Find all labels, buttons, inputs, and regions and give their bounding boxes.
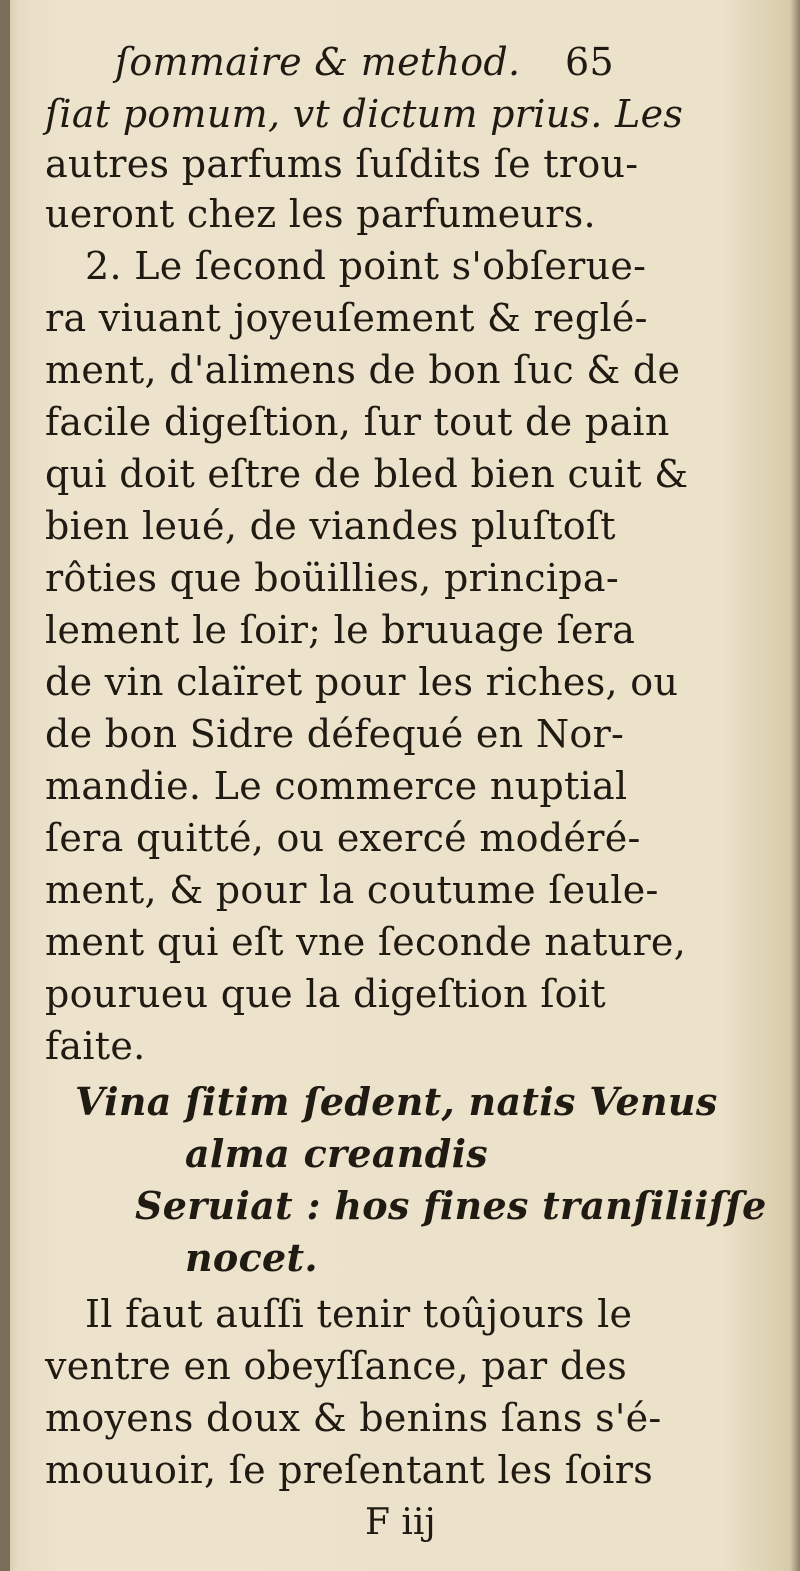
- text-line: ueront chez les parfumeurs.: [45, 192, 596, 236]
- text-line: autres parfums ſuſdits ſe trou-: [45, 142, 639, 186]
- text-line: pourueu que la digeſtion ſoit: [45, 972, 606, 1016]
- text-line: ment, & pour la coutume ſeule-: [45, 868, 659, 912]
- text-line: 2. Le ſecond point s'obſerue-: [85, 244, 647, 288]
- text-line: faite.: [45, 1024, 146, 1068]
- running-head: [115, 40, 520, 84]
- text-line: de bon Sidre défequé en Nor-: [45, 712, 625, 756]
- text-line: moyens doux & benins ſans s'é-: [45, 1396, 662, 1440]
- text-line: ment qui eſt vne ſeconde nature,: [45, 920, 687, 964]
- verse-line: alma creandis: [185, 1131, 489, 1176]
- signature-mark: F iij: [365, 1502, 436, 1543]
- text-line: Il faut auſſi tenir toûjours le: [85, 1292, 633, 1336]
- text-line: mandie. Le commerce nuptial: [45, 764, 628, 808]
- text-line: rôties que boüillies, principa-: [45, 556, 620, 600]
- verse-line: Seruiat : hos fines tranſiliiſſe: [135, 1183, 767, 1228]
- text-line: ra viuant joyeuſement & reglé-: [45, 296, 648, 340]
- text-line: ſera quitté, ou exercé modéré-: [45, 816, 641, 860]
- gutter-shadow: [0, 0, 10, 1571]
- running-title: ſommaire & method.: [115, 40, 521, 84]
- text-line: ment, d'alimens de bon ſuc & de: [45, 348, 681, 392]
- page-number: 65: [565, 40, 614, 84]
- text-line: facile digeſtion, ſur tout de pain: [45, 400, 670, 444]
- text-line: de vin claïret pour les riches, ou: [45, 660, 679, 704]
- text-line: lement le ſoir; le bruuage ſera: [45, 608, 636, 652]
- text-line: qui doit eſtre de bled bien cuit &: [45, 452, 689, 496]
- text-line: ventre en obeyſſance, par des: [45, 1344, 628, 1388]
- text-line: ſiat pomum, vt dictum prius. Les: [45, 92, 684, 136]
- verse-line: Vina ſitim ſedent, natis Venus: [75, 1079, 718, 1124]
- text-line: bien leué, de viandes pluſtoſt: [45, 504, 616, 548]
- verse-line: nocet.: [185, 1235, 318, 1280]
- text-line: mouuoir, ſe preſentant les ſoirs: [45, 1448, 654, 1492]
